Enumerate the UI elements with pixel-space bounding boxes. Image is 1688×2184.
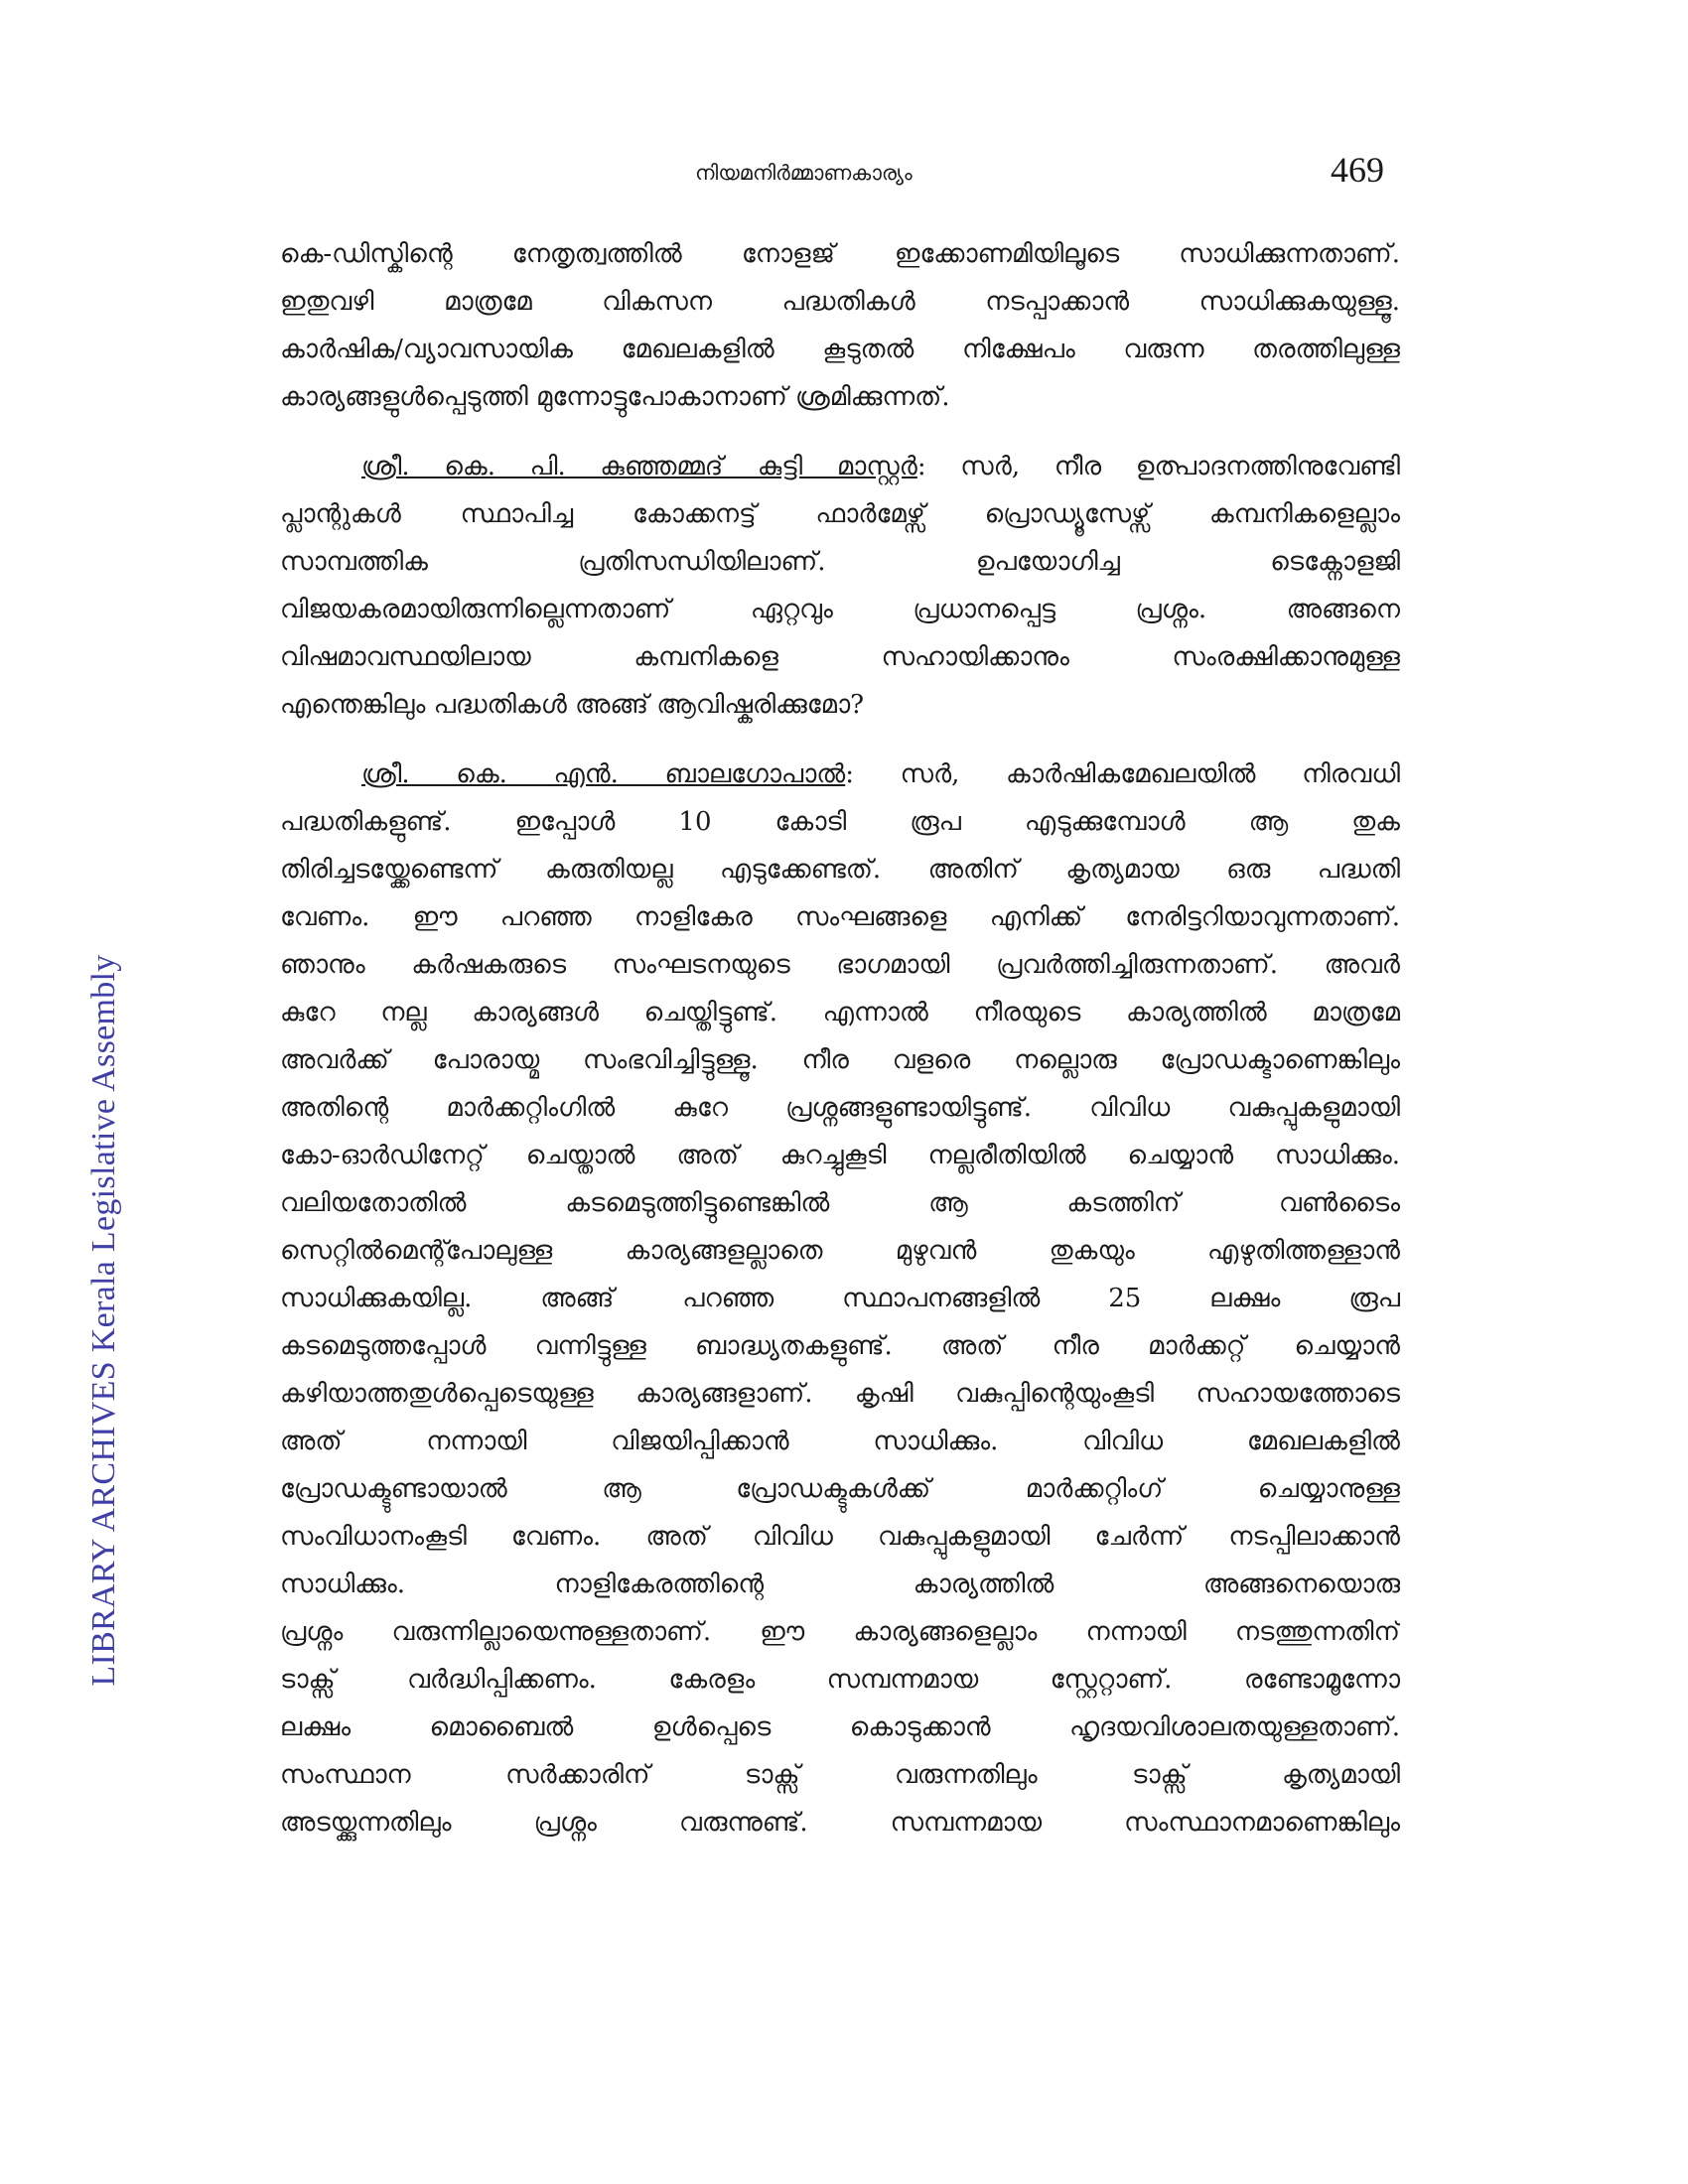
text-line: സംസ്ഥാന സർക്കാരിന് ടാക്സ് വരുന്നതിലും ടാക്സ് കൃത്യമായി [280, 1760, 1400, 1790]
text-line: അടയ്ക്കുന്നതിലും പ്രശ്നം വരുന്നുണ്ട്. സമ്പന്നമായ സംസ്ഥാനമാണെങ്കിലും [280, 1808, 1400, 1838]
text-line: സെറ്റിൽമെന്റ്പോലുള്ള കാര്യങ്ങളല്ലാതെ മുഴുവൻ തുകയും എഴുതിത്തള്ളാൻ [280, 1236, 1400, 1266]
text-line: കഴിയാത്തതുൾപ്പെടെയുള്ള കാര്യങ്ങളാണ്. കൃഷി വകുപ്പിന്റെയുംകൂടി സഹായത്തോടെ [280, 1379, 1400, 1409]
paragraph-3 [280, 751, 1400, 1846]
text-line: കോ-ഓർഡിനേറ്റ് ചെയ്താൽ അത് കുറച്ചുകൂടി നല്ലരീതിയിൽ ചെയ്യാൻ സാധിക്കും. [280, 1141, 1400, 1170]
text-line: തിരിച്ചടയ്ക്കേണ്ടെന്ന് കരുതിയല്ല എടുക്കേണ്ടത്. അതിന് കൃത്യമായ ഒരു പദ്ധതി [280, 855, 1400, 885]
text-line: അവർക്ക് പോരായ്മ സംഭവിച്ചിട്ടുള്ളൂ. നീര വളരെ നല്ലൊരു പ്രോഡക്ടാണെങ്കിലും [280, 1045, 1400, 1075]
document-body [280, 230, 1400, 1868]
text-line: വിജയകരമായിരുന്നില്ലെന്നതാണ് ഏറ്റവും പ്രധാനപ്പെട്ട പ്രശ്നം. അങ്ങനെ [280, 595, 1400, 624]
running-head-title: നിയമനിർമ്മാണകാര്യം [695, 161, 913, 185]
text-line: വിഷമാവസ്ഥയിലായ കമ്പനികളെ സഹായിക്കാനും സംരക്ഷിക്കാനുമുള്ള [280, 642, 1400, 672]
text-line: കുറേ നല്ല കാര്യങ്ങൾ ചെയ്തിട്ടുണ്ട്. എന്നാൽ നീരയുടെ കാര്യത്തിൽ മാത്രമേ [280, 998, 1400, 1027]
speaker-name: ശ്രീ. കെ. പി. കുഞ്ഞമ്മദ് കുട്ടി മാസ്റ്റർ [361, 452, 917, 481]
text-line: സാധിക്കുകയില്ല. അങ്ങ് പറഞ്ഞ സ്ഥാപനങ്ങളിൽ 25 ലക്ഷം രൂപ [280, 1284, 1400, 1313]
text-line: കാര്യങ്ങളുൾപ്പെടുത്തി മുന്നോട്ടുപോകാനാണ് ശ്രമിക്കുന്നത്. [280, 382, 950, 412]
text-line: പ്ലാന്റുകൾ സ്ഥാപിച്ച കോക്കനട്ട് ഫാർമേഴ്സ് പ്രൊഡ്യൂസേഴ്സ് കമ്പനികളെല്ലാം [280, 499, 1400, 529]
speaker-line [280, 751, 1400, 798]
archive-watermark: LIBRARY ARCHIVES Kerala Legislative Assembly [85, 954, 122, 1687]
text-line: കടമെടുത്തപ്പോൾ വന്നിട്ടുള്ള ബാദ്ധ്യതകളുണ്ട്. അത് നീര മാർക്കറ്റ് ചെയ്യാൻ [280, 1331, 1400, 1361]
page-number: 469 [1331, 150, 1384, 190]
speaker-name: ശ്രീ. കെ. എൻ. ബാലഗോപാൽ [361, 759, 846, 789]
text-line: പ്രോഡക്ടുണ്ടായാൽ ആ പ്രോഡക്ടുകൾക്ക് മാർക്കറ്റിംഗ് ചെയ്യാനുള്ള [280, 1474, 1400, 1504]
text-line: ടാക്സ് വർദ്ധിപ്പിക്കണം. കേരളം സമ്പന്നമായ സ്റ്റേറ്റാണ്. രണ്ടോമൂന്നോ [280, 1665, 1400, 1695]
text-line: പദ്ധതികളുണ്ട്. ഇപ്പോൾ 10 കോടി രൂപ എടുക്കുമ്പോൾ ആ തുക [280, 807, 1400, 837]
text-line: അതിന്റെ മാർക്കറ്റിംഗിൽ കുറേ പ്രശ്നങ്ങളുണ്ടായിട്ടുണ്ട്. വിവിധ വകുപ്പുകളുമായി [280, 1093, 1400, 1123]
text-line: സാമ്പത്തിക പ്രതിസന്ധിയിലാണ്. ഉപയോഗിച്ച ടെക്നോളജി [280, 547, 1400, 577]
text-line: അത് നന്നായി വിജയിപ്പിക്കാൻ സാധിക്കും. വിവിധ മേഖലകളിൽ [280, 1427, 1400, 1456]
speaker-line [280, 443, 1400, 490]
text-line: ഞാനും കർഷകരുടെ സംഘടനയുടെ ഭാഗമായി പ്രവർത്തിച്ചിരുന്നതാണ്. അവർ [280, 950, 1400, 980]
speech-start: : സർ, നീര ഉത്പാദനത്തിനുവേണ്ടി [916, 452, 1400, 481]
paragraph-2 [280, 443, 1400, 729]
speech-start: : സർ, കാർഷികമേഖലയിൽ നിരവധി [845, 759, 1400, 789]
text-line: കെ-ഡിസ്കിന്റെ നേതൃത്വത്തിൽ നോളജ് ഇക്കോണമിയിലൂടെ സാധിക്കുന്നതാണ്. [280, 239, 1400, 269]
text-line: സാധിക്കും. നാളികേരത്തിന്റെ കാര്യത്തിൽ അങ്ങനെയൊരു [280, 1570, 1400, 1599]
text-line: ഇതുവഴി മാത്രമേ വികസന പദ്ധതികൾ നടപ്പാക്കാൻ സാധിക്കുകയുള്ളൂ. [280, 287, 1400, 317]
text-line: സംവിധാനംകൂടി വേണം. അത് വിവിധ വകുപ്പുകളുമായി ചേർന്ന് നടപ്പിലാക്കാൻ [280, 1522, 1400, 1552]
text-line: വേണം. ഈ പറഞ്ഞ നാളികേര സംഘങ്ങളെ എനിക്ക് നേരിട്ടറിയാവുന്നതാണ്. [280, 902, 1400, 932]
paragraph-1 [280, 230, 1400, 421]
text-line: പ്രശ്നം വരുന്നില്ലായെന്നുള്ളതാണ്. ഈ കാര്യങ്ങളെല്ലാം നന്നായി നടത്തുന്നതിന് [280, 1617, 1400, 1647]
text-line: കാർഷിക/വ്യാവസായിക മേഖലകളിൽ കൂടുതൽ നിക്ഷേപം വരുന്ന തരത്തിലുള്ള [280, 335, 1400, 364]
text-line: വലിയതോതിൽ കടമെടുത്തിട്ടുണ്ടെങ്കിൽ ആ കടത്തിന് വൺടൈം [280, 1188, 1400, 1218]
text-line: എന്തെങ്കിലും പദ്ധതികൾ അങ്ങ് ആവിഷ്കരിക്കുമോ? [280, 690, 865, 720]
text-line: ലക്ഷം മൊബൈൽ ഉൾപ്പെടെ കൊടുക്കാൻ ഹൃദയവിശാലതയുള്ളതാണ്. [280, 1712, 1400, 1742]
